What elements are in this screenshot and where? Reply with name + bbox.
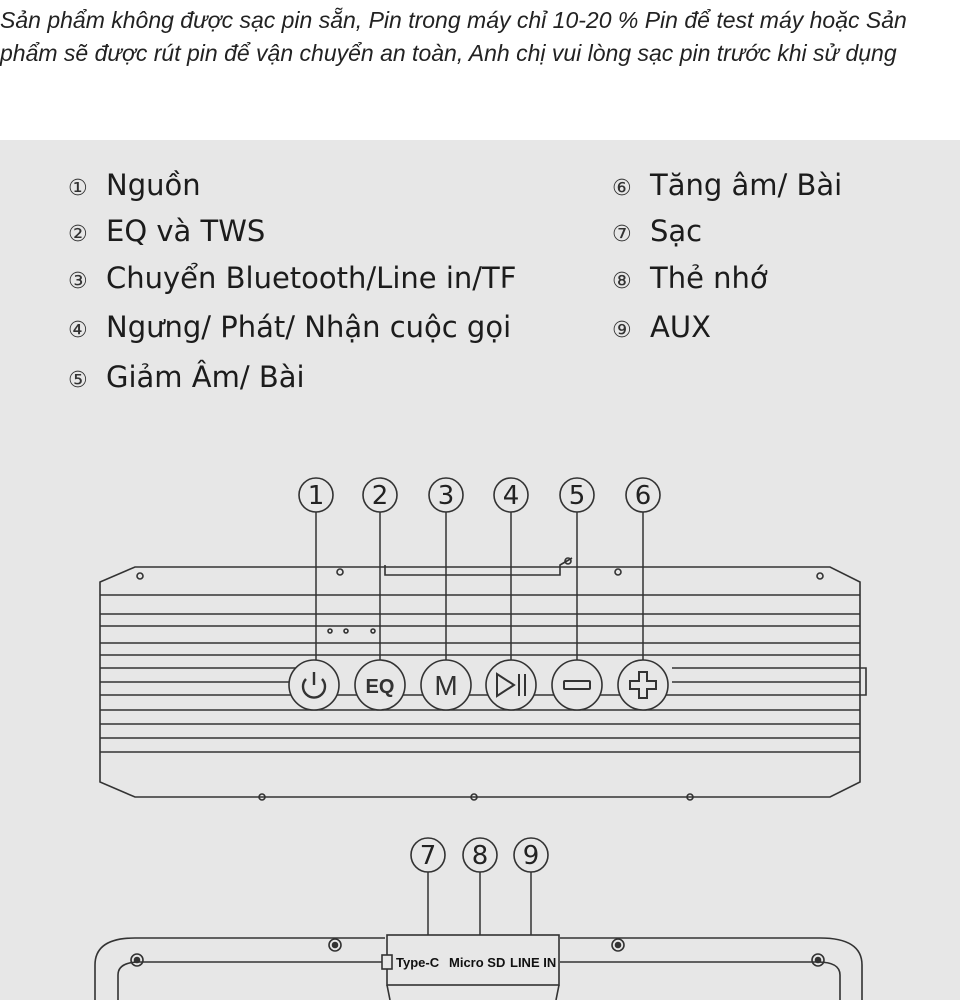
- callout-6: [626, 478, 660, 670]
- legend-number: ④: [68, 318, 88, 343]
- legend-number: ⑦: [612, 222, 632, 247]
- legend-number: ⑥: [612, 176, 632, 201]
- eq-button[interactable]: [355, 660, 405, 710]
- callout-5: [560, 478, 594, 670]
- notice-text: Sản phẩm không được sạc pin sẵn, Pin trong máy chỉ 10-20 % Pin để test máy hoặc Sản phẩm sẽ được rút pin để vận chuyển an toàn, Anh chị vui lòng sạc pin trước khi sử dụng: [0, 7, 907, 66]
- volume-up-button[interactable]: [618, 660, 668, 710]
- port-linein: LINE IN: [510, 955, 557, 970]
- legend-number: ③: [68, 269, 88, 294]
- callout-3: [429, 478, 463, 670]
- callout-8: [463, 838, 497, 950]
- volume-down-button[interactable]: [552, 660, 602, 710]
- legend-label: Sạc: [650, 214, 703, 248]
- callout-4: [494, 478, 528, 670]
- svg-text:2: 2: [371, 481, 389, 511]
- legend-label: EQ và TWS: [106, 214, 266, 248]
- svg-text:5: 5: [568, 481, 586, 511]
- svg-text:7: 7: [419, 841, 437, 871]
- port-microsd: Micro SD: [449, 955, 506, 970]
- svg-text:6: 6: [634, 481, 652, 511]
- port-typec: Type-C: [396, 955, 440, 970]
- legend-number: ①: [68, 176, 88, 201]
- legend-label: Ngưng/ Phát/ Nhận cuộc gọi: [106, 310, 512, 344]
- legend-label: Chuyển Bluetooth/Line in/TF: [106, 261, 517, 295]
- legend-label: Thẻ nhớ: [650, 261, 768, 295]
- svg-text:3: 3: [437, 481, 455, 511]
- mode-label: M: [434, 670, 458, 701]
- legend-number: ⑧: [612, 269, 632, 294]
- legend-number: ⑨: [612, 318, 632, 343]
- legend-label: Giảm Âm/ Bài: [106, 360, 305, 394]
- legend-number: ⑤: [68, 368, 88, 393]
- power-button[interactable]: [289, 660, 339, 710]
- port-labels: [396, 955, 556, 970]
- callout-2: [363, 478, 397, 670]
- legend-label: Nguồn: [106, 168, 201, 202]
- callout-7: [411, 838, 445, 950]
- svg-text:4: 4: [502, 481, 520, 511]
- legend-number: ②: [68, 222, 88, 247]
- svg-text:8: 8: [471, 841, 489, 871]
- mode-button[interactable]: [421, 660, 471, 710]
- speaker-top-view: [100, 558, 866, 800]
- play-pause-button[interactable]: [486, 660, 536, 710]
- legend-label: Tăng âm/ Bài: [650, 168, 843, 202]
- callout-9: [514, 838, 548, 950]
- callout-1: [299, 478, 333, 670]
- svg-text:1: 1: [307, 481, 325, 511]
- legend-label: AUX: [650, 310, 711, 344]
- svg-text:9: 9: [522, 841, 540, 871]
- eq-label: EQ: [365, 676, 395, 698]
